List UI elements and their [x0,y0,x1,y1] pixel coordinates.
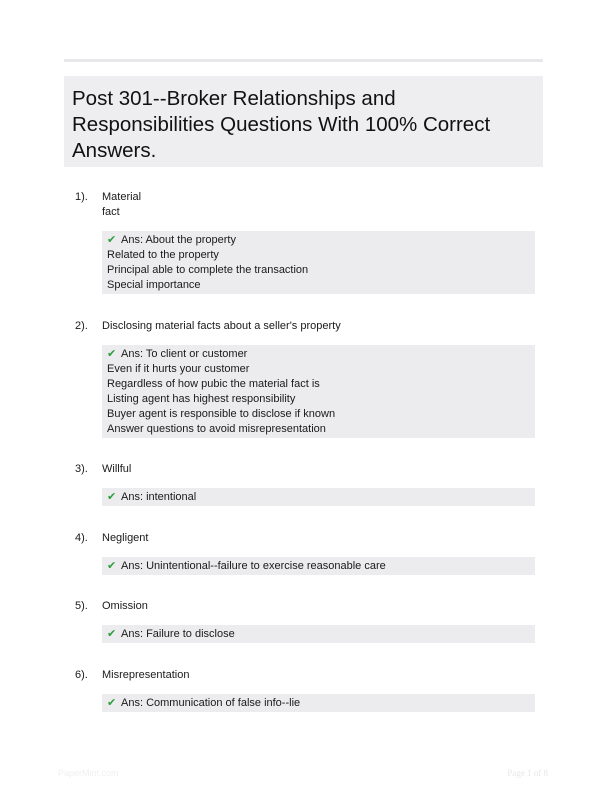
answer-box [102,488,535,506]
page-number: Page 1 of 8 [507,768,548,778]
answer-line: Listing agent has highest responsibility [107,393,296,405]
qa-item-5 [75,599,535,643]
document-title: Post 301--Broker Relationships and Responsibilities Questions With 100% Correct Answers. [72,87,491,162]
question-number: 3). [75,463,88,475]
top-divider [64,59,543,62]
question-text [102,190,535,220]
answer-line: Buyer agent is responsible to disclose if known [107,408,336,420]
question-text [102,668,535,683]
checkmark-icon: ✔ [107,491,117,503]
answer-line: Answer questions to avoid misrepresentation [107,423,326,435]
question-row [75,319,535,334]
question-line: fact [102,206,120,218]
answer-box [102,694,535,712]
answer-line: ✔ Ans: To client or customer [107,348,248,360]
question-number: 5). [75,600,88,612]
question-line: Omission [102,600,148,612]
answer-line: Principal able to complete the transaction [107,264,309,276]
answer-line: Even if it hurts your customer [107,363,250,375]
answer-box [102,625,535,643]
question-row [75,531,535,546]
answer-line: ✔ Ans: Communication of false info--lie [107,697,301,709]
qa-item-2 [75,319,535,438]
question-line: Disclosing material facts about a seller's property [102,320,341,332]
question-text [102,599,535,614]
question-row [75,462,535,477]
question-text [102,462,535,477]
footer-watermark: PaperMint.com [58,768,119,778]
question-text [102,319,535,334]
title-banner [64,76,543,167]
question-row [75,668,535,683]
checkmark-icon: ✔ [107,234,117,246]
answer-line: ✔ Ans: intentional [107,491,197,503]
answer-line: Regardless of how pubic the material fact is [107,378,320,390]
qa-item-1 [75,190,535,294]
question-line: Material [102,191,142,203]
answer-line: Special importance [107,279,201,291]
qa-item-4 [75,531,535,575]
answer-line: ✔ Ans: Failure to disclose [107,628,235,640]
checkmark-icon: ✔ [107,628,117,640]
question-text [102,531,535,546]
question-line: Misrepresentation [102,669,190,681]
answer-line: Related to the property [107,249,219,261]
checkmark-icon: ✔ [107,348,117,360]
answer-box [102,345,535,438]
checkmark-icon: ✔ [107,560,117,572]
qa-item-6 [75,668,535,712]
question-number: 6). [75,669,88,681]
answer-box [102,231,535,294]
answer-line: ✔ Ans: About the property [107,234,236,246]
question-row [75,599,535,614]
question-number: 2). [75,320,88,332]
question-number: 1). [75,191,88,203]
qa-item-3 [75,462,535,506]
question-line: Willful [102,463,132,475]
question-line: Negligent [102,532,149,544]
answer-line: ✔ Ans: Unintentional--failure to exercise reasonable care [107,560,386,572]
question-row [75,190,535,220]
checkmark-icon: ✔ [107,697,117,709]
answer-box [102,557,535,575]
question-number: 4). [75,532,88,544]
